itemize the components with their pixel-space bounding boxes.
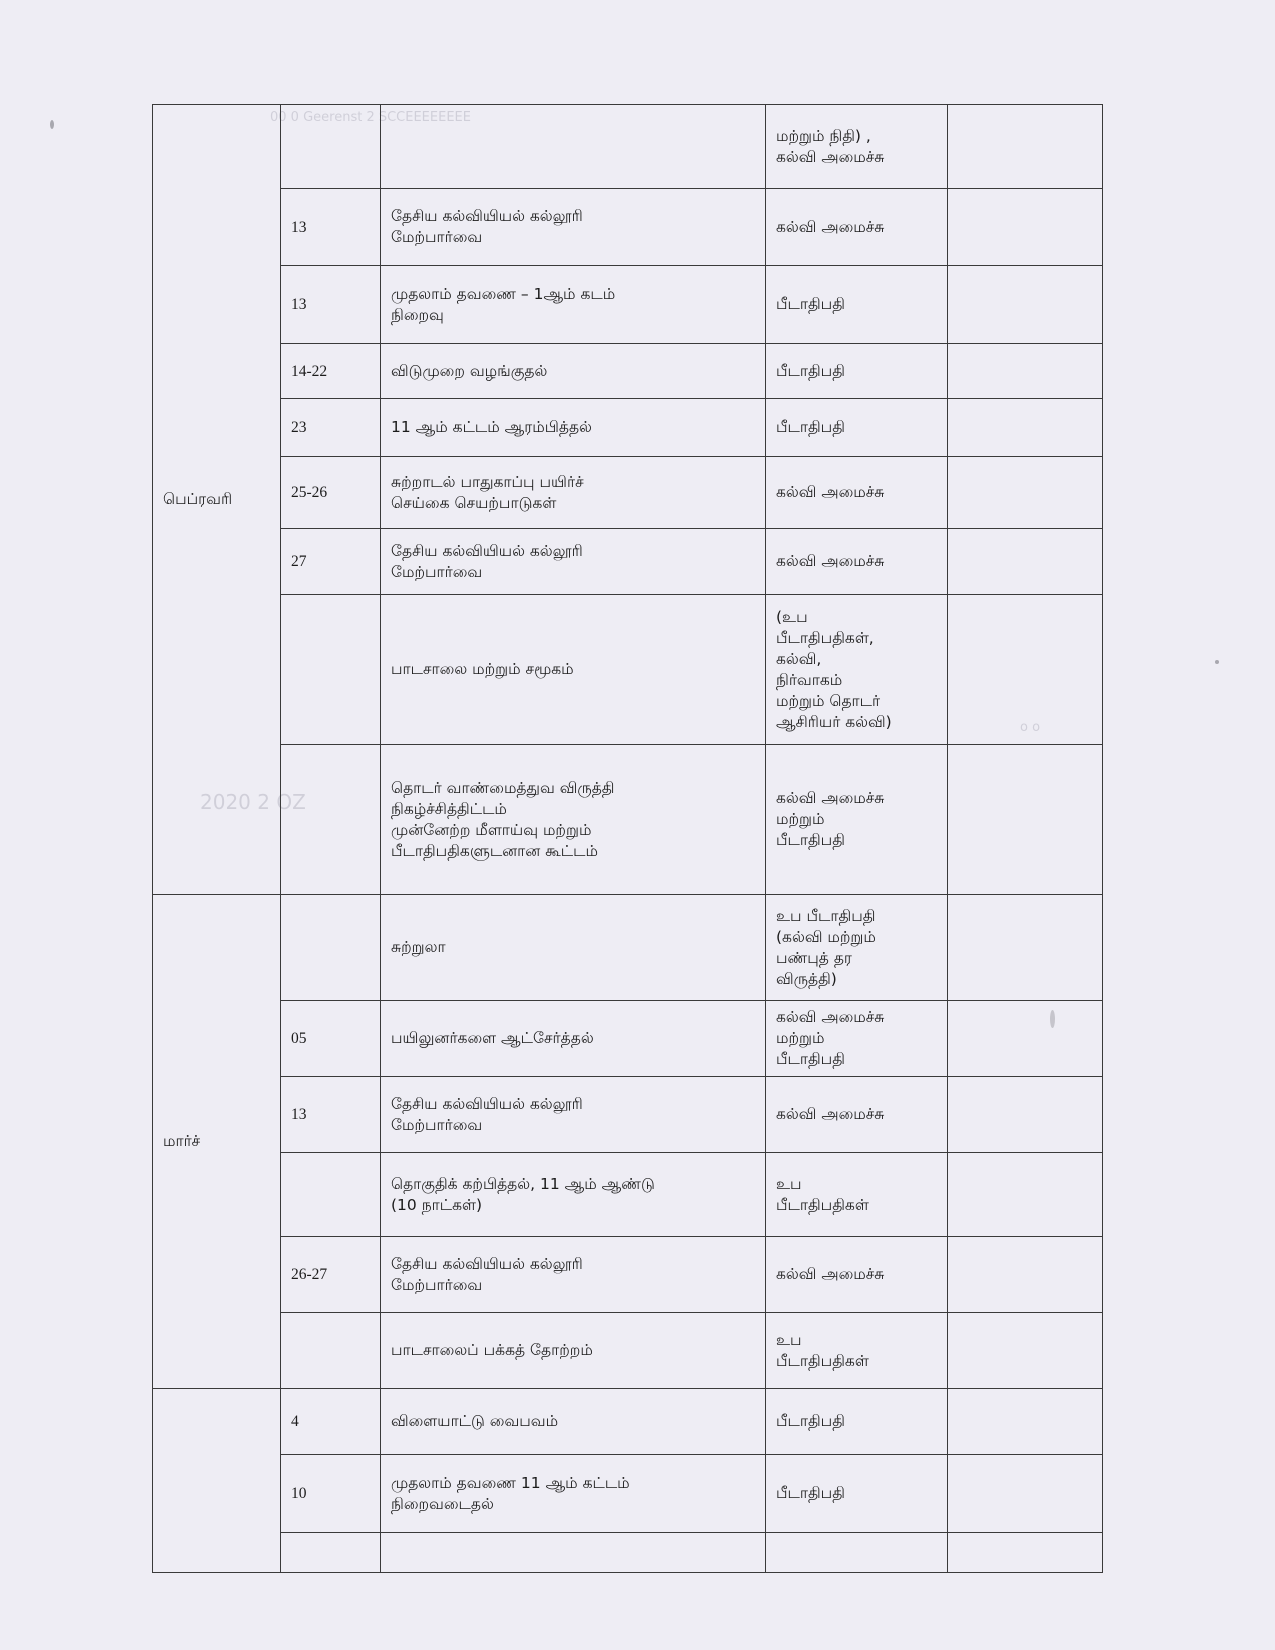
responsible-cell [766,189,948,266]
activity-cell [381,1237,766,1313]
activity-cell [381,189,766,266]
activity-line: மேற்பார்வை [391,1115,483,1134]
remarks-cell [948,1001,1103,1077]
activity-cell [381,1001,766,1077]
table-row [153,105,1103,189]
activity-cell [381,1313,766,1389]
schedule-table [152,104,1103,1573]
table-row [153,344,1103,399]
activity-cell [381,1533,766,1573]
remarks-cell [948,189,1103,266]
activity-line: தேசிய கல்வியியல் கல்லூரி [391,207,583,225]
responsible-cell [766,595,948,745]
remarks-cell [948,105,1103,189]
activity-line: விடுமுறை வழங்குதல் [391,361,548,380]
remarks-cell [948,1153,1103,1237]
table-row [153,1237,1103,1313]
remarks-cell [948,529,1103,595]
remarks-cell [948,1455,1103,1533]
activity-cell [381,595,766,745]
activity-line: தேசிய கல்வியியல் கல்லூரி [391,541,583,560]
responsible-cell [766,344,948,399]
table-row [153,1077,1103,1153]
responsible-cell [766,266,948,344]
table-row [153,1001,1103,1077]
date-cell: 13 [281,189,381,266]
remarks-cell [948,1533,1103,1573]
remarks-cell [948,266,1103,344]
date-cell: 26-27 [281,1237,381,1313]
activity-line: முதலாம் தவணை – 1ஆம் கடம் [391,284,616,303]
activity-line: மேற்பார்வை [391,562,483,581]
responsible-cell [766,745,948,895]
remarks-cell [948,344,1103,399]
responsible-line: பீடாதிபதிகள் [776,1351,869,1370]
responsible-line: விருத்தி) [776,969,837,988]
activity-line: (10 நாட்கள்) [391,1195,483,1214]
date-cell: 13 [281,1077,381,1153]
responsible-line: கல்வி அமைச்சு [776,483,885,501]
table-row [153,895,1103,1001]
responsible-line: நிர்வாகம் [776,670,843,689]
responsible-cell [766,1001,948,1077]
responsible-line: பீடாதிபதி [776,1050,845,1068]
activity-cell [381,895,766,1001]
activity-cell [381,457,766,529]
activity-line: செய்கை செயற்பாடுகள் [391,493,557,512]
date-cell: 10 [281,1455,381,1533]
table-row [153,745,1103,895]
remarks-cell [948,399,1103,457]
responsible-cell [766,105,948,189]
responsible-line: பீடாதிபதி [776,1484,845,1502]
responsible-line: பீடாதிபதி [776,831,845,849]
date-cell: 25-26 [281,457,381,529]
activity-line: மேற்பார்வை [391,1275,483,1294]
responsible-line: உப [776,1174,802,1193]
activity-cell [381,1153,766,1237]
table-row [153,457,1103,529]
activity-line: தேசிய கல்வியியல் கல்லூரி [391,1094,583,1113]
responsible-line: பீடாதிபதி [776,1412,845,1430]
remarks-cell [948,1237,1103,1313]
table-row [153,595,1103,745]
responsible-line: மற்றும் தொடர் [776,691,881,710]
responsible-cell [766,895,948,1001]
table-row [153,1533,1103,1573]
responsible-line: (உப [776,607,808,626]
responsible-line: கல்வி அமைச்சு [776,217,885,236]
activity-line: முன்னேற்ற மீளாய்வு மற்றும் [391,820,592,839]
activity-line: மேற்பார்வை [391,228,483,246]
responsible-line: கல்வி அமைச்சு [776,1265,885,1283]
table-row [153,1153,1103,1237]
responsible-line: பீடாதிபதிகள் [776,1195,869,1214]
table-row [153,1313,1103,1389]
responsible-line: கல்வி அமைச்சு [776,789,885,807]
date-cell [281,1153,381,1237]
activity-line: பீடாதிபதிகளுடனான கூட்டம் [391,841,598,860]
responsible-line: மற்றும் நிதி) , [776,126,871,145]
responsible-line: உப [776,1330,802,1349]
table-row [153,399,1103,457]
date-cell: 27 [281,529,381,595]
responsible-line: கல்வி அமைச்சு [776,147,885,166]
responsible-line: பீடாதிபதி [776,418,845,436]
date-cell: 14-22 [281,344,381,399]
activity-line: விளையாட்டு வைபவம் [391,1412,559,1430]
responsible-cell [766,1455,948,1533]
activity-cell [381,1077,766,1153]
responsible-line: மற்றும் [776,810,825,828]
table-row [153,529,1103,595]
activity-line: சுற்றுலா [391,938,446,956]
responsible-line: கல்வி அமைச்சு [776,1105,885,1123]
activity-line: தேசிய கல்வியியல் கல்லூரி [391,1254,583,1273]
activity-line: சுற்றாடல் பாதுகாப்பு பயிர்ச் [391,472,584,491]
activity-line: பயிலுனர்களை ஆட்சேர்த்தல் [391,1029,594,1047]
responsible-cell [766,457,948,529]
remarks-cell [948,457,1103,529]
responsible-cell [766,1237,948,1313]
remarks-cell [948,595,1103,745]
responsible-line: பீடாதிபதி [776,295,845,313]
date-cell: 05 [281,1001,381,1077]
activity-cell [381,529,766,595]
responsible-cell [766,1533,948,1573]
responsible-line: பண்புத் தர [776,948,852,967]
month-march: மார்ச் [153,895,281,1389]
activity-cell [381,105,766,189]
date-cell [281,745,381,895]
table-row [153,1389,1103,1455]
remarks-cell [948,1077,1103,1153]
responsible-cell [766,1153,948,1237]
activity-line: தொடர் வாண்மைத்துவ விருத்தி [391,778,615,797]
date-cell [281,105,381,189]
responsible-line: (கல்வி மற்றும் [776,927,876,946]
remarks-cell [948,1389,1103,1455]
activity-line: தொகுதிக் கற்பித்தல், 11 ஆம் ஆண்டு [391,1174,655,1193]
activity-cell [381,745,766,895]
responsible-line: பீடாதிபதிகள், [776,628,874,647]
date-cell: 4 [281,1389,381,1455]
responsible-line: கல்வி அமைச்சு [776,1008,885,1026]
activity-cell [381,1455,766,1533]
month-february: பெப்ரவரி [153,105,281,895]
date-cell [281,1533,381,1573]
responsible-cell [766,1313,948,1389]
activity-line: பாடசாலைப் பக்கத் தோற்றம் [391,1341,593,1359]
table-row [153,189,1103,266]
responsible-line: உப பீடாதிபதி [776,906,876,925]
activity-cell [381,344,766,399]
date-cell: 13 [281,266,381,344]
responsible-line: கல்வி அமைச்சு [776,552,885,570]
date-cell [281,595,381,745]
date-cell [281,1313,381,1389]
activity-cell [381,266,766,344]
responsible-line: கல்வி, [776,649,822,668]
table-row [153,266,1103,344]
responsible-line: ஆசிரியர் கல்வி) [776,712,892,731]
remarks-cell [948,895,1103,1001]
responsible-cell [766,399,948,457]
activity-line: பாடசாலை மற்றும் சமூகம் [391,660,574,678]
activity-line: முதலாம் தவணை 11 ஆம் கட்டம் [391,1473,630,1492]
activity-line: 11 ஆம் கட்டம் ஆரம்பித்தல் [391,418,592,436]
remarks-cell [948,745,1103,895]
responsible-cell [766,1389,948,1455]
activity-line: நிகழ்ச்சித்திட்டம் [391,799,507,818]
responsible-cell [766,1077,948,1153]
responsible-line: மற்றும் [776,1029,825,1047]
activity-line: நிறைவடைதல் [391,1494,494,1513]
responsible-line: பீடாதிபதி [776,361,845,380]
date-cell [281,895,381,1001]
date-cell: 23 [281,399,381,457]
month-cell [153,1389,281,1573]
responsible-cell [766,529,948,595]
activity-cell [381,399,766,457]
table-row [153,1455,1103,1533]
activity-line: நிறைவு [391,305,444,324]
activity-cell [381,1389,766,1455]
remarks-cell [948,1313,1103,1389]
